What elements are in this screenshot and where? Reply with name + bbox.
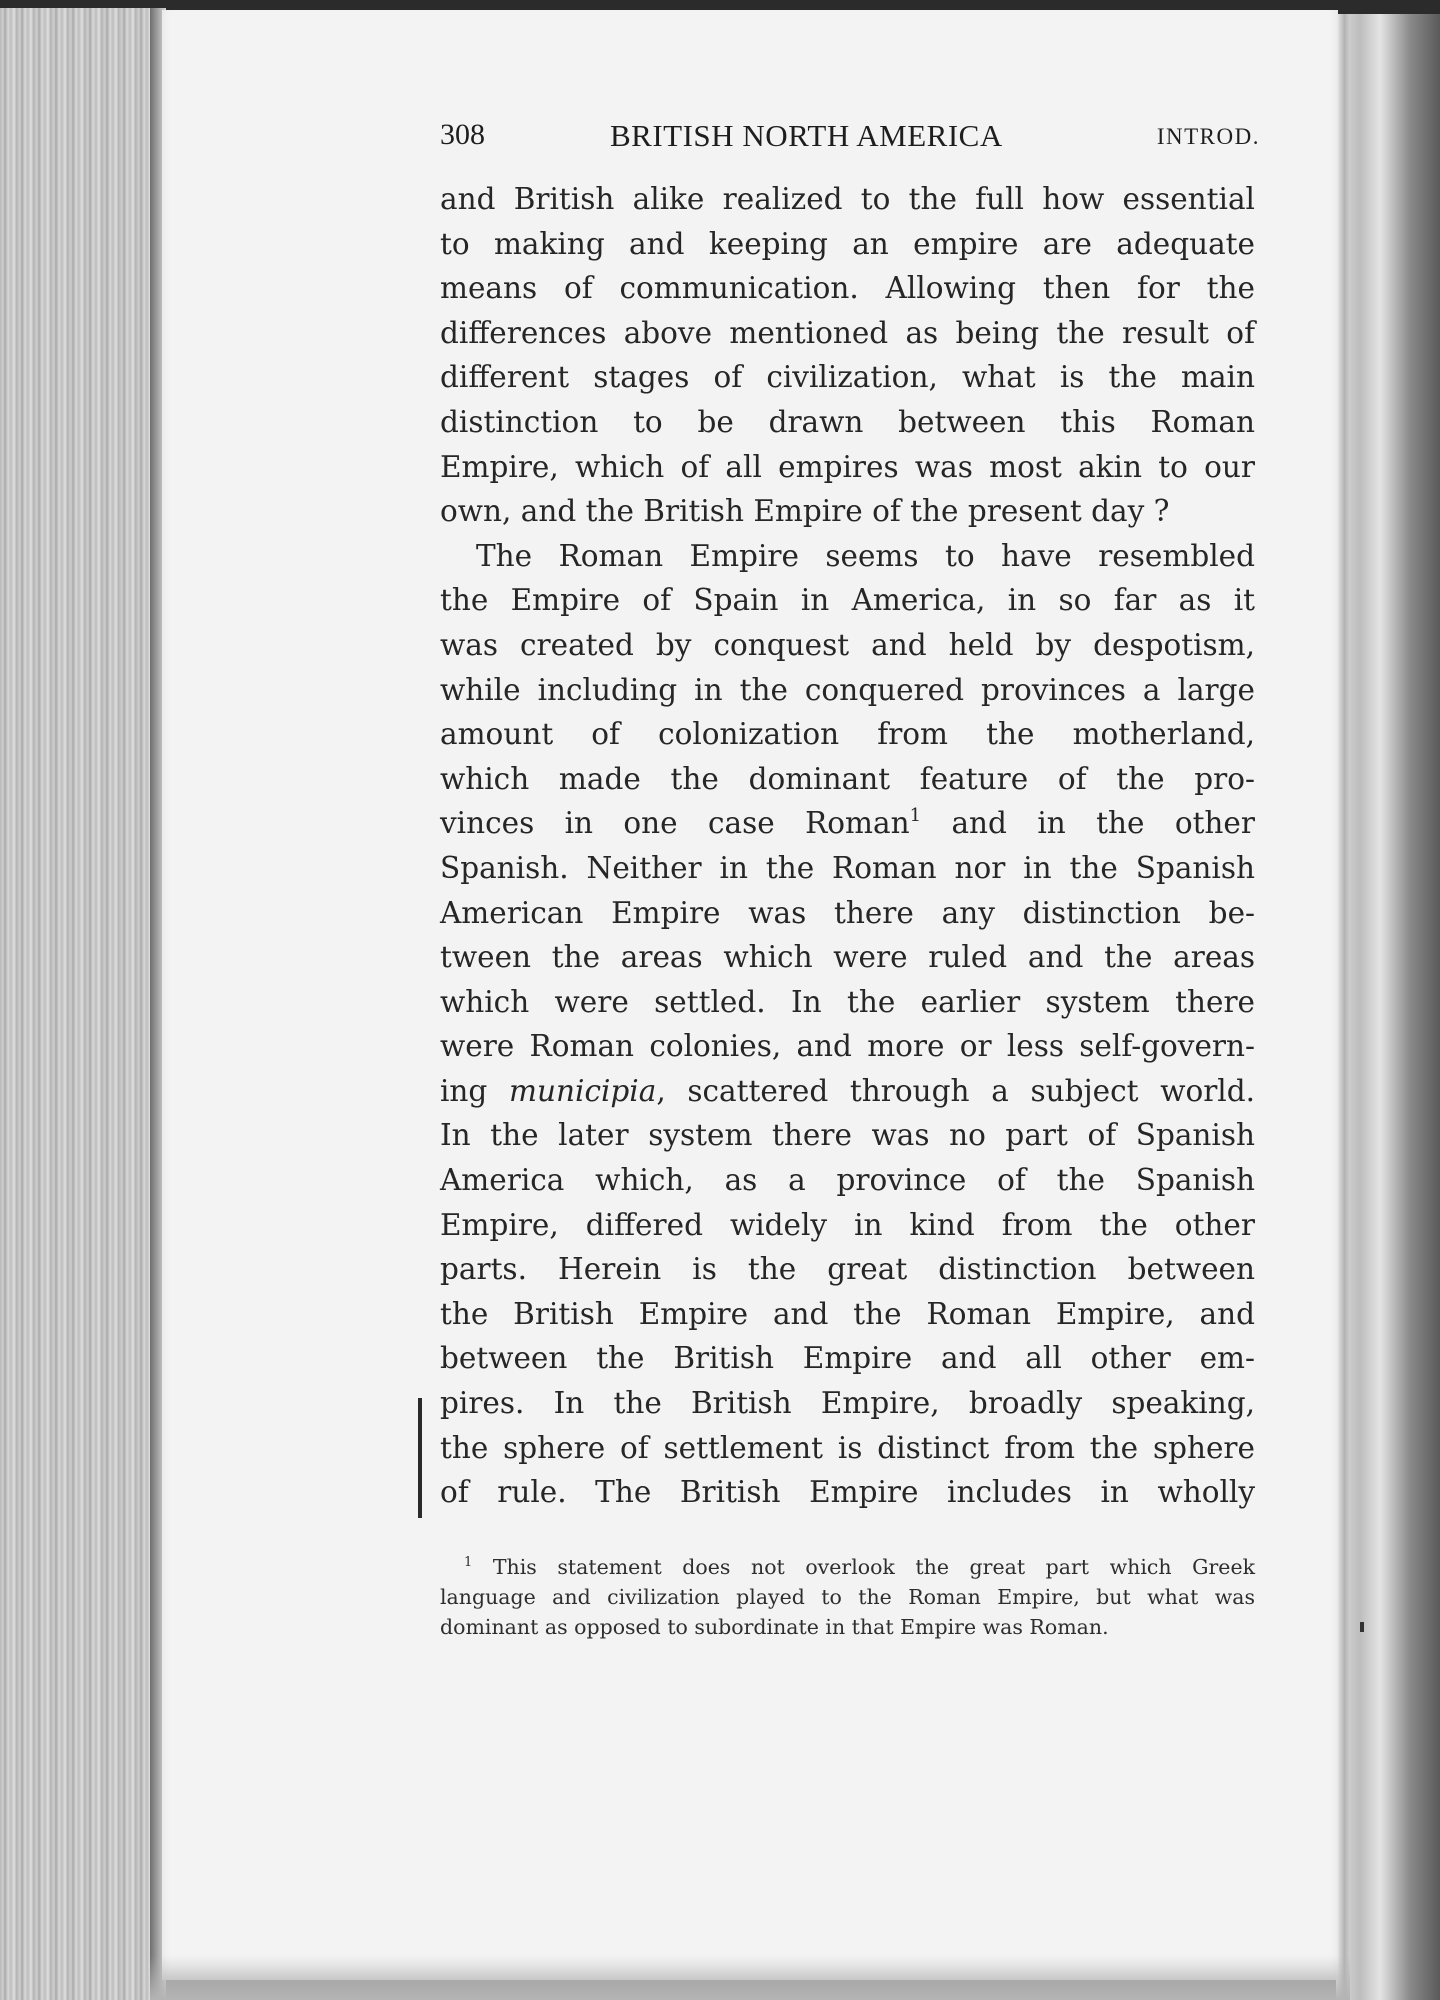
text-segment: , scattered through a subject world. [656, 1073, 1255, 1108]
text-line: the sphere of settlement is distinct from the sphere [440, 1430, 1255, 1465]
book-right-edge [1340, 14, 1440, 2000]
section-label: INTROD. [1156, 124, 1260, 149]
text-segment: vinces in one case Roman [440, 806, 910, 841]
text-line: Empire, which of all empires was most akin to our [440, 449, 1255, 484]
text-line: distinction to be drawn between this Roman [440, 404, 1255, 439]
text-line-with-italic [440, 1069, 1255, 1114]
text-line: amount of colonization from the motherland, [440, 717, 1255, 752]
text-line: was created by conquest and held by despotism, [440, 627, 1255, 662]
text-line: American Empire was there any distinction be- [440, 895, 1255, 930]
text-line-with-footnote-ref [440, 801, 1255, 846]
footnote [440, 1552, 1255, 1642]
italic-term: municipia [509, 1073, 657, 1108]
text-line: parts. Herein is the great distinction between [440, 1252, 1255, 1287]
footnote-reference: 1 [909, 805, 922, 827]
text-line: to making and keeping an empire are adequate [440, 226, 1255, 261]
text-line: which made the dominant feature of the pro- [440, 761, 1255, 796]
page-bottom-shadow [150, 1955, 1350, 2000]
page-number: 308 [440, 118, 485, 151]
book-left-page-edges [0, 8, 162, 2000]
text-line: pires. In the British Empire, broadly speaking, [440, 1386, 1255, 1421]
text-line: America which, as a province of the Spanish [440, 1163, 1255, 1198]
text-line: In the later system there was no part of Spanish [440, 1118, 1255, 1153]
text-line: The Roman Empire seems to have resembled [476, 538, 1255, 573]
text-line: the British Empire and the Roman Empire, and [440, 1296, 1255, 1331]
text-segment: ing [440, 1073, 488, 1108]
text-line: the Empire of Spain in America, in so far as it [440, 583, 1255, 618]
text-line: different stages of civilization, what is the main [440, 360, 1255, 395]
text-line: means of communication. Allowing then for the [440, 271, 1255, 306]
running-title: BRITISH NORTH AMERICA [610, 118, 1003, 153]
text-line: Spanish. Neither in the Roman nor in the Spanish [440, 850, 1255, 885]
text-line: Empire, differed widely in kind from the other [440, 1207, 1255, 1242]
text-line: between the British Empire and all other em- [440, 1341, 1255, 1376]
text-line: tween the areas which were ruled and the areas [440, 940, 1255, 975]
footnote-marker: 1 [464, 1555, 473, 1570]
page-right-fold [1336, 14, 1350, 2000]
margin-marker-line [418, 1398, 422, 1518]
scan-speck [1360, 1622, 1364, 1632]
text-line: differences above mentioned as being the result of [440, 315, 1255, 350]
text-segment: and in the other [951, 806, 1255, 841]
footnote-line [440, 1552, 1255, 1582]
text-line: while including in the conquered provinces a large [440, 672, 1255, 707]
text-segment: This statement does not overlook the great part which Greek [492, 1555, 1255, 1579]
body-text [440, 177, 1255, 1515]
text-line: which were settled. In the earlier system there [440, 984, 1255, 1019]
text-line: were Roman colonies, and more or less self-govern- [440, 1029, 1255, 1064]
footnote-line: dominant as opposed to subordinate in that Empire was Roman. [440, 1615, 1109, 1639]
text-line: own, and the British Empire of the present day ? [440, 494, 1170, 529]
text-line: and British alike realized to the full how essential [440, 182, 1255, 216]
footnote-line: language and civilization played to the Roman Empire, but what was [440, 1585, 1255, 1609]
text-line: of rule. The British Empire includes in wholly [440, 1475, 1255, 1510]
running-header [440, 118, 1260, 158]
